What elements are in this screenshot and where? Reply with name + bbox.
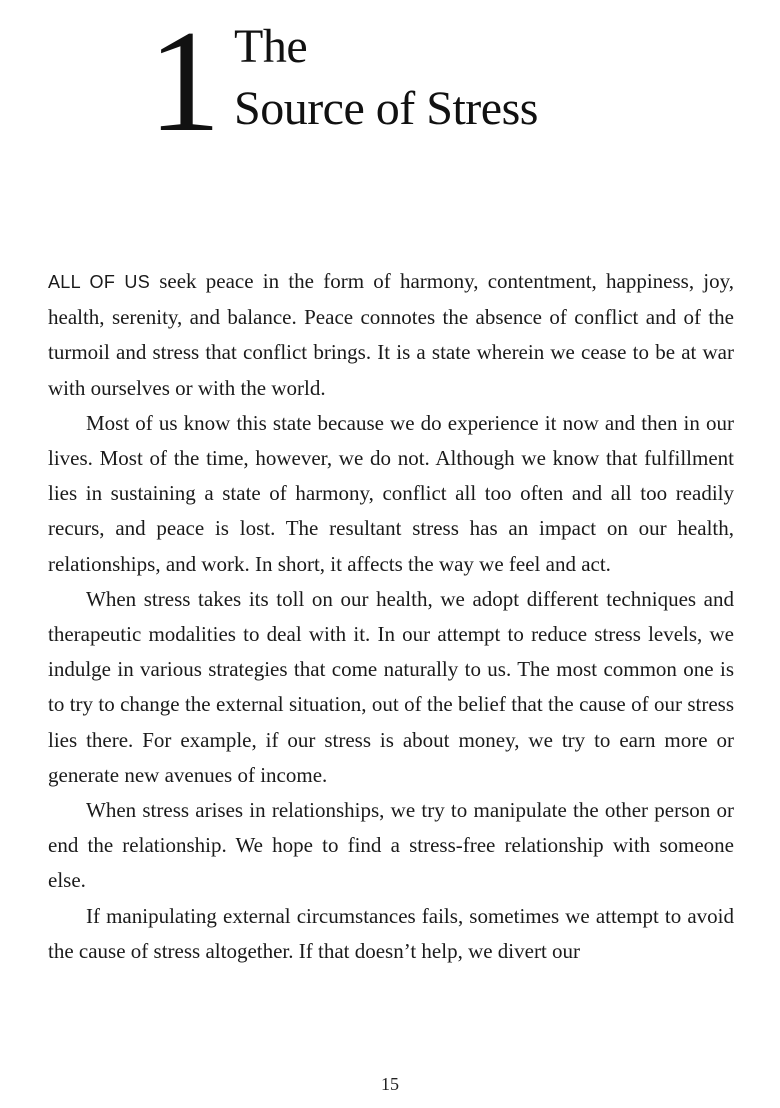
paragraph-5: If manipulating external circumstances fails, sometimes we attempt to avoid the cause of stress altogether. If that doesn’t help, we divert our — [48, 903, 734, 963]
paragraph-4: When stress arises in relationships, we try to manipulate the other person or end the relationship. We hope to find a stress-free relationship with someone else. — [48, 798, 734, 893]
lead-in-smallcaps: ALL OF US — [48, 272, 151, 292]
paragraph-2: Most of us know this state because we do experience it now and then in our lives. Most of the time, however, we do not. Although we know that fulfillment lies in sustaining a state of harmony, conflict all too often and all too readily recurs, and peace is lost. The resultant stress has an impact on our health, relationships, and work. In short, it affects the way we feel and act. — [48, 410, 734, 576]
paragraph-1 — [48, 264, 734, 406]
chapter-number: 1 — [148, 0, 219, 162]
page-number: 15 — [381, 1074, 399, 1094]
chapter-title-line-2: Source of Stress — [234, 82, 538, 135]
paragraph-3: When stress takes its toll on our health, we adopt different techniques and therapeutic modalities to deal with it. In our attempt to reduce stress levels, we indulge in various strategies that come naturally to us. The most common one is to try to change the external situation, out of the belief that the cause of our stress lies there. For example, if our stress is about money, we try to earn more or generate new avenues of income. — [48, 586, 734, 787]
chapter-title-line-1: The — [234, 20, 308, 73]
paragraph-1-text: seek peace in the form of harmony, contentment, happiness, joy, health, serenity, and balance. Peace connotes the absence of conflict and of the turmoil and stress that conflict brings. It is a state wherein we cease to be at war with ourselves or with the world. — [48, 269, 735, 400]
chapter-body — [48, 264, 734, 969]
chapter-title — [234, 16, 538, 140]
